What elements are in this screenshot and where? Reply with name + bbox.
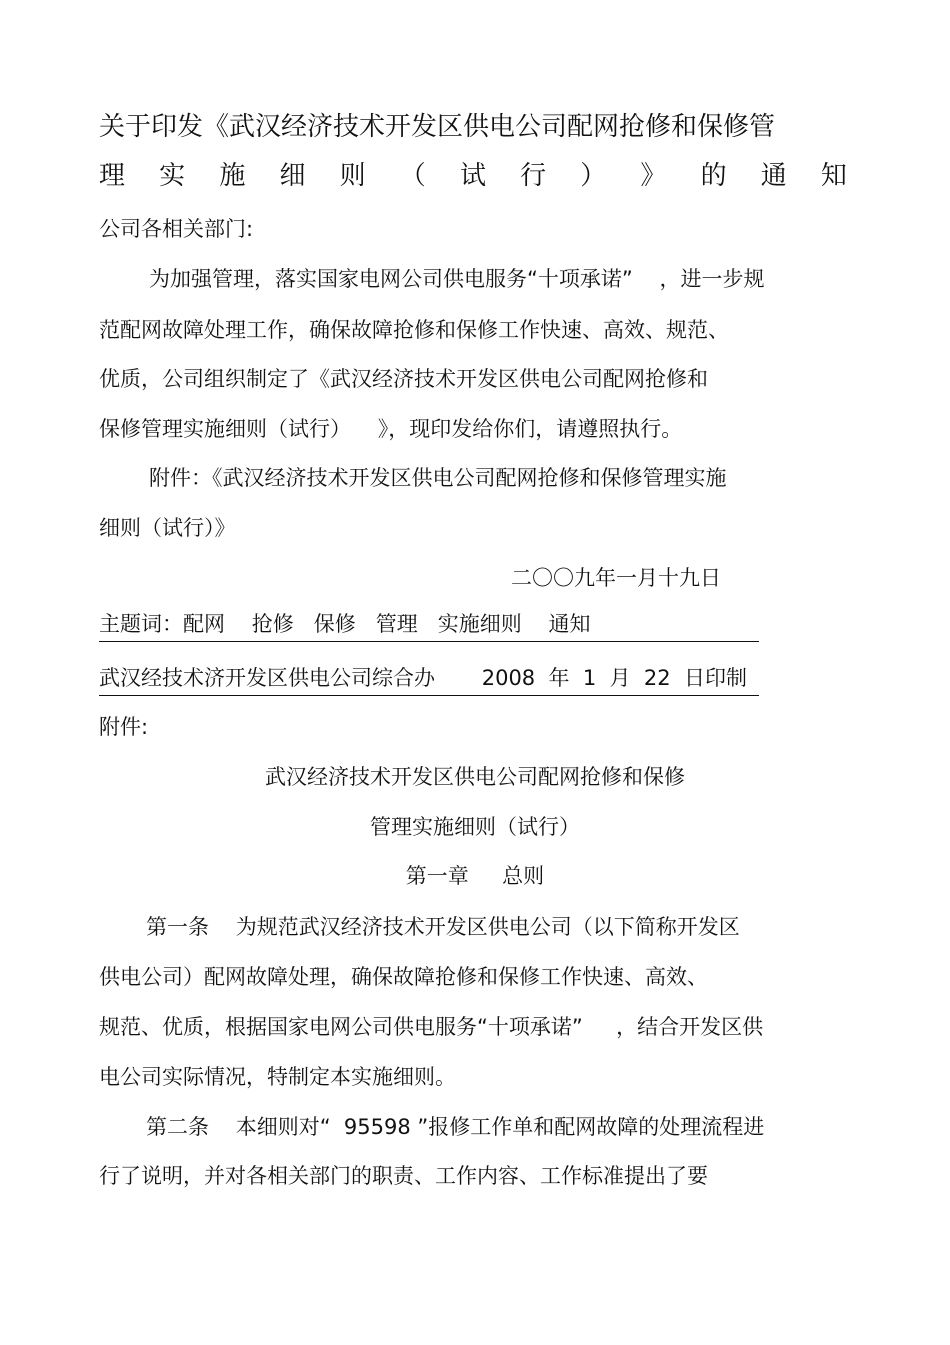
title-line-2-char: 实 [159, 161, 186, 191]
appendix-title-line-2: 管理实施细则（试行） [370, 815, 580, 839]
title-line-2-char: 则 [339, 161, 366, 191]
title-line-2-char: 知 [820, 161, 847, 191]
keywords-line: 主题词：配网 抢修 保修 管理 实施细则 通知 [99, 614, 759, 642]
article-1-line-4: 电公司实际情况，特制定本实施细则。 [99, 1065, 456, 1089]
article-1-line-1: 第一条 为规范武汉经济技术开发区供电公司（以下简称开发区 [146, 915, 740, 939]
appendix-label: 附件: [99, 715, 149, 739]
title-line-2-char: ） [580, 161, 607, 191]
appendix-title-line-1: 武汉经济技术开发区供电公司配网抢修和保修 [265, 765, 685, 789]
paragraph-1-line-1: 为加强管理，落实国家电网公司供电服务“十项承诺” ，进一步规 [149, 267, 765, 291]
title-line-2-char: 行 [520, 161, 547, 191]
addressee: 公司各相关部门: [99, 217, 254, 241]
notice-title-line-1: 关于印发《武汉经济技术开发区供电公司配网抢修和保修管 [99, 112, 776, 142]
title-line-2-char: 的 [700, 161, 727, 191]
title-line-2-char: 》 [640, 161, 667, 191]
title-line-2-char: 施 [219, 161, 246, 191]
title-line-2-char: 试 [459, 161, 486, 191]
attachment-line-1: 附件：《武汉经济技术开发区供电公司配网抢修和保修管理实施 [149, 466, 727, 490]
title-line-2-char: 通 [760, 161, 787, 191]
article-2-line-1: 第二条 本细则对“ 95598 ”报修工作单和配网故障的处理流程进 [146, 1115, 765, 1139]
printer-line: 武汉经技术济开发区供电公司综合办 2008 年 1 月 22 日印制 [99, 668, 759, 696]
title-line-2-char: 理 [99, 161, 126, 191]
paragraph-1-line-2: 范配网故障处理工作，确保故障抢修和保修工作快速、高效、规范、 [99, 318, 729, 342]
attachment-line-2: 细则（试行）》 [99, 516, 236, 540]
paragraph-1-line-4: 保修管理实施细则（试行） 》，现印发给你们，请遵照执行。 [99, 417, 683, 441]
issue-date: 二〇〇九年一月十九日 [511, 566, 721, 590]
chapter-heading: 第一章 总则 [405, 864, 545, 888]
notice-title-line-2 [99, 163, 847, 189]
title-line-2-char: 细 [279, 161, 306, 191]
title-line-2-char: （ [399, 161, 426, 191]
article-2-line-2: 行了说明，并对各相关部门的职责、工作内容、工作标准提出了要 [99, 1164, 708, 1188]
paragraph-1-line-3: 优质，公司组织制定了《武汉经济技术开发区供电公司配网抢修和 [99, 367, 708, 391]
article-1-line-3: 规范、优质，根据国家电网公司供电服务“十项承诺” ，结合开发区供 [99, 1015, 764, 1039]
article-1-line-2: 供电公司）配网故障处理，确保故障抢修和保修工作快速、高效、 [99, 965, 708, 989]
